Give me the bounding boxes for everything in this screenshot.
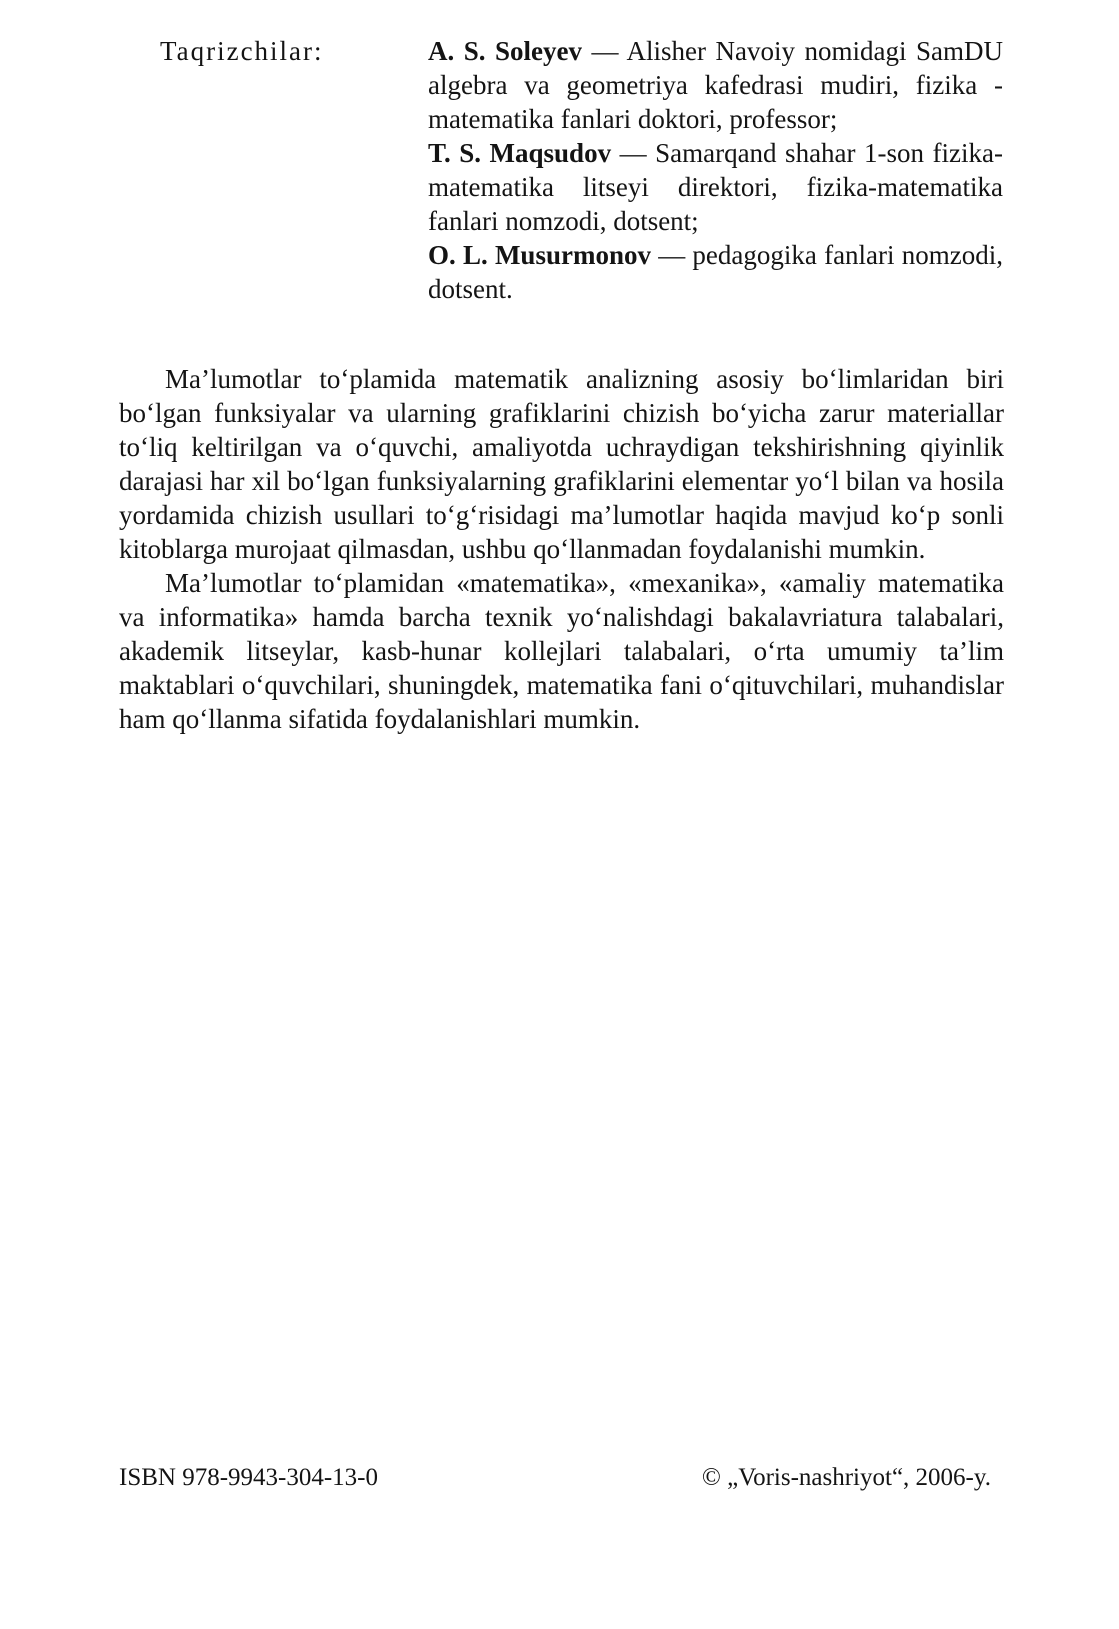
reviewer-list — [428, 34, 1003, 306]
reviewer-name: T. S. Maqsudov — [428, 138, 612, 168]
annotation-text — [119, 362, 1004, 736]
reviewers-label: Taqrizchilar: — [160, 36, 324, 66]
paragraph: Ma’lumotlar to‘plamidan «matematika», «mexanika», «amaliy matematika va informatika» hamda barcha texnik yo‘nalishdagi bakalavriatura talabalari, akademik litseylar, kasb-hunar kollejlari talabalari, o‘rta umumiy ta’lim maktablari o‘quvchilari, shuningdek, matematika fani o‘qituvchilari, muhandislar ham qo‘llanma sifatida foydalanishlari mumkin. — [119, 568, 1004, 734]
reviewer-description: — Alisher Navoiy nomidagi SamDU algebra va geometriya kafedrasi mudiri, fizika - matematika fanlari doktori, professor; — [428, 36, 1004, 134]
reviewer-description: — pedagogika fanlari nomzodi, dotsent. — [428, 240, 1003, 304]
paragraph: Ma’lumotlar to‘plamida matematik analizning asosiy bo‘limlaridan biri bo‘lgan funksiyalar va ularning grafiklarini chizish bo‘yicha zarur materiallar to‘liq keltirilgan va o‘quvchi, amaliyotda uchraydigan tekshirishning qiyinlik darajasi har xil bo‘lgan funksiyalarning grafiklarini elementar yo‘l bilan va hosila yordamida chizish usullari to‘g‘risidagi ma’lumotlar haqida mavjud ko‘p sonli kitoblarga murojaat qilmasdan, ushbu qo‘llanmadan foydalanishi mumkin. — [119, 364, 1004, 564]
reviewer-entry — [428, 238, 1003, 306]
reviewers-block — [160, 34, 1005, 306]
reviewer-name: O. L. Musurmonov — [428, 240, 651, 270]
isbn: ISBN 978-9943-304-13-0 — [119, 1464, 379, 1491]
copyright: © „Voris-nashriyot“, 2006-y. — [701, 1464, 991, 1491]
reviewer-entry — [428, 34, 1003, 136]
imprint-footer — [119, 1462, 991, 1494]
reviewer-name: A. S. Soleyev — [428, 36, 583, 66]
reviewer-entry — [428, 136, 1003, 238]
reviewer-description: — Samarqand shahar 1-son fizika-matematika litseyi direktori, fizika-matematika fanlari nomzodi, dotsent; — [428, 138, 1003, 236]
